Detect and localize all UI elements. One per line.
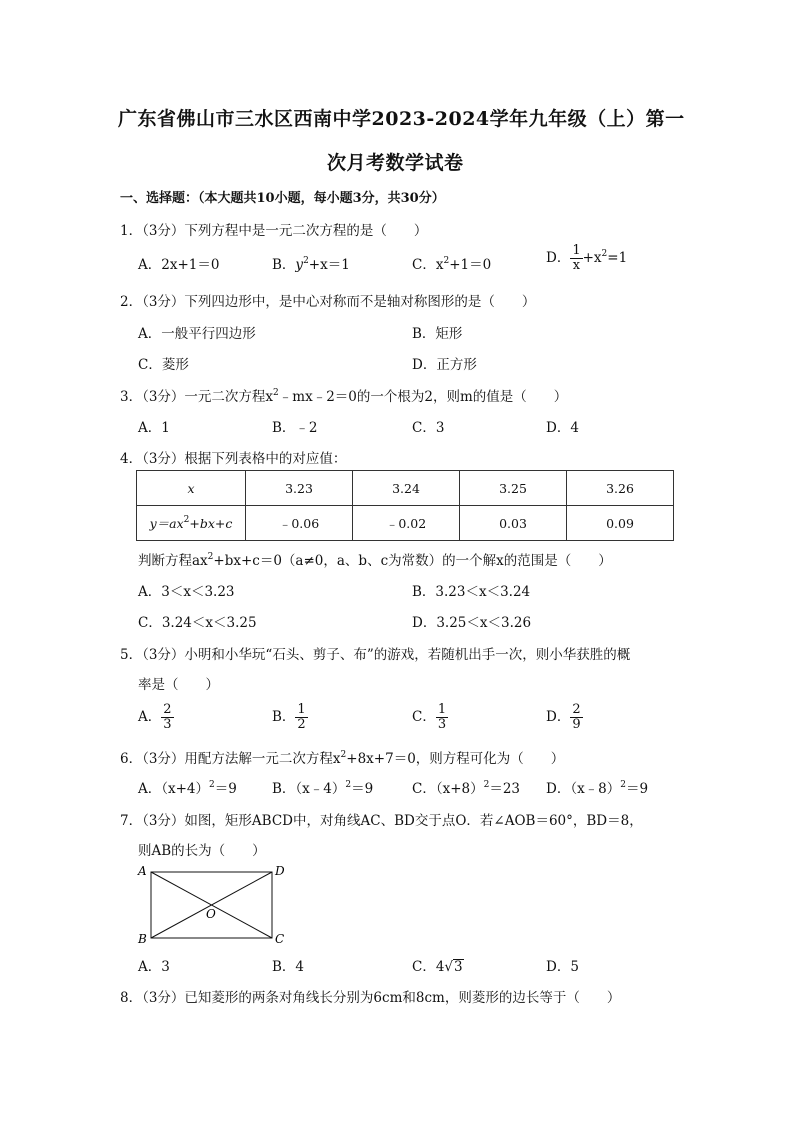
- question-4-judge: 判断方程$ax^2+bx+c=0(a\ne 0$，a、b、c为常数）的一个解x的范围是（ ）: [138, 552, 612, 569]
- question-1-stem: 1．（3分）下列方程中是一元二次方程的是（ ）: [120, 223, 428, 239]
- page-title-line2: 次月考数学试卷: [327, 152, 464, 174]
- question-4-stem: 4．（3分）根据下列表格中的对应值：: [120, 451, 347, 467]
- fraction: $\frac{1}{2}$: [297, 702, 306, 732]
- q1-option-d: D． $\frac{1}{x}$ $+x^2=1$: [546, 243, 628, 273]
- q5-option-b: B． $\frac{1}{2}$: [272, 702, 306, 732]
- center-o-label: O: [206, 907, 216, 921]
- question-7-line1: 7．（3分）如图，矩形ABCD中，对角线AC、BD交于点O．若∠AOB＝60°，BD＝8，: [120, 813, 643, 829]
- q2-option-d: D．正方形: [412, 357, 477, 373]
- question-2-stem: 2．（3分）下列四边形中，是中心对称而不是轴对称图形的是（ ）: [120, 294, 536, 310]
- rectangle-figure: [134, 862, 294, 948]
- q6-option-d: D．（x﹣8）$^2$＝9: [546, 780, 649, 797]
- question-7-line2: 则AB的长为（ ）: [138, 843, 266, 859]
- q2-option-a: A．一般平行四边形: [138, 326, 256, 342]
- question-3-stem: 3．（3分）一元二次方程$x^2﹣mx﹣2=0$的一个根为2，则m的值是（ ）: [120, 388, 568, 405]
- table-cell: x: [137, 471, 246, 506]
- fraction: $\frac{1}{3}$: [437, 702, 447, 732]
- table-row: [137, 506, 674, 541]
- table-cell: 3.25: [460, 471, 567, 506]
- table-cell: ﹣0.06: [246, 506, 353, 541]
- q7-option-a: A．3: [138, 959, 170, 975]
- question-5-line2: 率是（ ）: [138, 677, 219, 693]
- fraction: $\frac{1}{x}$: [572, 243, 581, 273]
- table-cell: 0.09: [567, 506, 674, 541]
- q3-option-a: A．1: [138, 420, 170, 436]
- q3-option-d: D．4: [546, 420, 579, 436]
- q4-option-a: A．3＜x＜3.23: [138, 584, 235, 600]
- q6-option-c: C．$(x+8)^2=23$: [412, 780, 521, 797]
- vertex-d-label: D: [275, 864, 285, 878]
- table-cell: $y=ax^2+bx+c$: [137, 506, 246, 541]
- q4-option-d: D．3.25＜x＜3.26: [412, 615, 532, 631]
- q5-option-c: C． $\frac{1}{3}$: [412, 702, 447, 732]
- table-cell: 3.26: [567, 471, 674, 506]
- q4-option-c: C．3.24＜x＜3.25: [138, 615, 257, 631]
- q6-option-a: A．$(x+4)^2=9$: [138, 780, 237, 797]
- vertex-a-label: A: [138, 864, 147, 878]
- q2-option-b: B．矩形: [412, 326, 463, 342]
- q1-option-b: B．$y^2+x=1$: [272, 256, 350, 273]
- question-5-line1: 5．（3分）小明和小华玩“石头、剪子、布”的游戏，若随机出手一次，则小华获胜的概: [120, 647, 631, 663]
- fraction: $\frac{2}{9}$: [572, 702, 581, 732]
- q1-option-c: C．$x^2+1=0$: [412, 256, 492, 273]
- question-8-stem: 8．（3分）已知菱形的两条对角线长分别为6cm和8cm，则菱形的边长等于（ ）: [120, 990, 621, 1006]
- vertex-b-label: B: [138, 932, 147, 946]
- fraction: $\frac{2}{3}$: [163, 702, 172, 732]
- q2-option-c: C．菱形: [138, 357, 189, 373]
- q5-option-a: A． $\frac{2}{3}$: [138, 702, 172, 732]
- q3-option-c: C．3: [412, 420, 445, 436]
- q7-option-b: B．4: [272, 959, 305, 975]
- q4-option-b: B．3.23＜x＜3.24: [412, 584, 531, 600]
- q1-option-a: A．2x+1＝0: [138, 257, 220, 273]
- page-title: 广东省佛山市三水区西南中学2023-2024学年九年级（上）第一: [118, 108, 685, 130]
- q7-option-c: C．4√3: [412, 959, 463, 975]
- q3-option-b: B．﹣2: [272, 420, 318, 436]
- table-cell: 3.24: [353, 471, 460, 506]
- table-cell: 3.23: [246, 471, 353, 506]
- table-cell: ﹣0.02: [353, 506, 460, 541]
- sqrt-icon: √: [444, 959, 454, 975]
- table-row: [137, 471, 674, 506]
- values-table: [136, 470, 674, 541]
- q5-option-d: D． $\frac{2}{9}$: [546, 702, 581, 732]
- section-heading: 一、选择题：（本大题共10小题，每小题3分，共30分）: [120, 191, 445, 206]
- q6-option-b: B．（x﹣4）$^2$＝9: [272, 780, 374, 797]
- q7-option-d: D．5: [546, 959, 579, 975]
- vertex-c-label: C: [275, 932, 285, 946]
- question-6-stem: 6．（3分）用配方法解一元二次方程$x^2+8x+7=0$，则方程可化为（ ）: [120, 750, 565, 767]
- table-cell: 0.03: [460, 506, 567, 541]
